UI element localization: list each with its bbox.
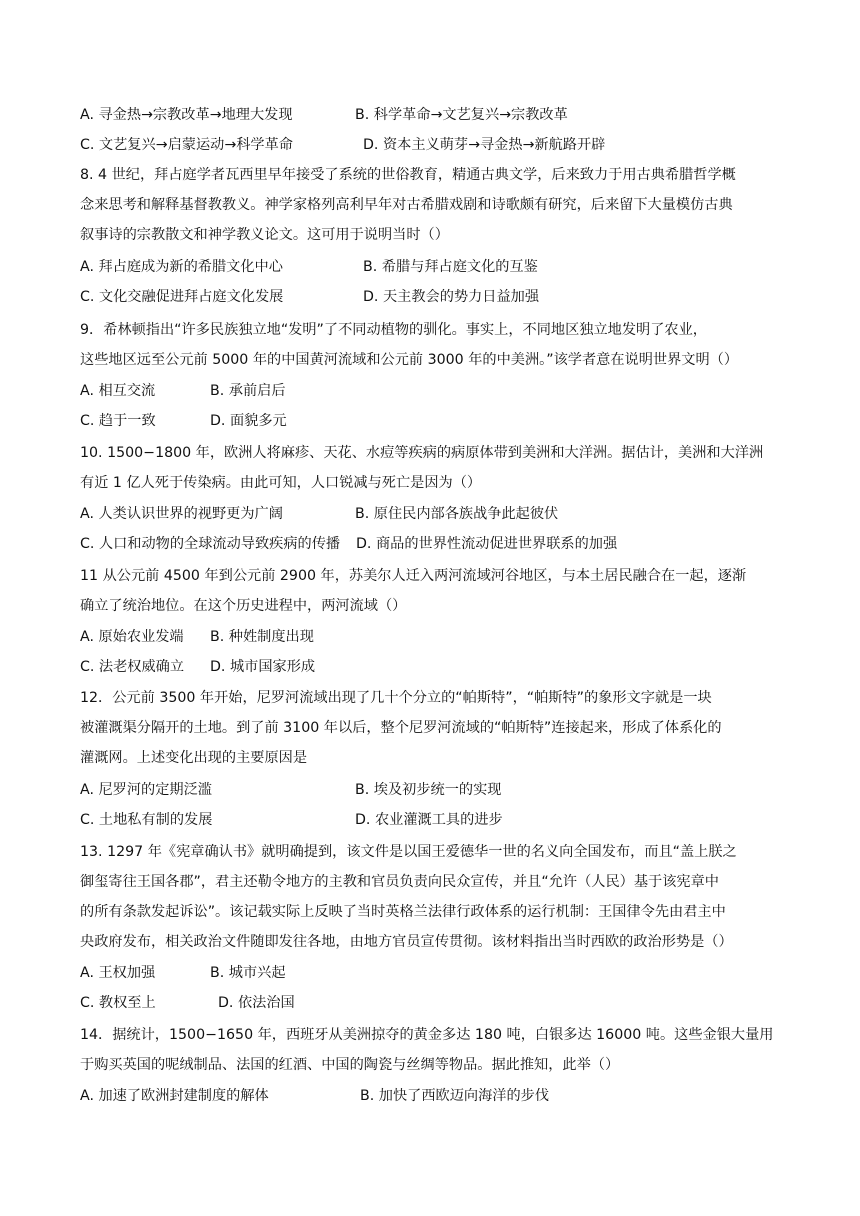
q9-option-d: D. 面貌多元 bbox=[210, 413, 287, 429]
q13-stem-line: 央政府发布，相关政治文件随即发往各地，由地方官员宣传贯彻。该材料指出当时西欧的政治形势是（） bbox=[80, 934, 733, 950]
q13-option-c: C. 教权至上 bbox=[80, 995, 156, 1011]
q10-option-d: D. 商品的世界性流动促进世界联系的加强 bbox=[356, 536, 618, 552]
q10-stem-line: 有近 1 亿人死于传染病。由此可知，人口锐减与死亡是因为（） bbox=[80, 475, 482, 491]
q8-stem-line: 8. 4 世纪，拜占庭学者瓦西里早年接受了系统的世俗教育，精通古典文学，后来致力于用古典希腊哲学概 bbox=[80, 167, 736, 183]
q8-option-d: D. 天主教会的势力日益加强 bbox=[363, 289, 540, 305]
q9-stem-line: 9．希林顿指出“许多民族独立地“发明”了不同动植物的驯化。事实上，不同地区独立地发明了农业， bbox=[80, 322, 707, 338]
q10-option-c: C. 人口和动物的全球流动导致疾病的传播 bbox=[80, 536, 341, 552]
q14-stem-line: 14．据统计，1500−1650 年，西班牙从美洲掠夺的黄金多达 180 吨，白银多达 16000 吨。这些金银大量用 bbox=[80, 1027, 774, 1043]
q11-stem-line: 确立了统治地位。在这个历史进程中，两河流域（） bbox=[80, 598, 407, 614]
q8-option-b: B. 希腊与拜占庭文化的互鉴 bbox=[363, 259, 538, 275]
q13-stem-line: 的所有条款发起诉讼”。该记载实际上反映了当时英格兰法律行政体系的运行机制：王国律令先由君主中 bbox=[80, 904, 726, 920]
q7-option-c: C. 文艺复兴→启蒙运动→科学革命 bbox=[80, 137, 293, 153]
q13-option-a: A. 王权加强 bbox=[80, 965, 156, 981]
q10-option-a: A. 人类认识世界的视野更为广阔 bbox=[80, 506, 283, 522]
q8-option-a: A. 拜占庭成为新的希腊文化中心 bbox=[80, 259, 283, 275]
q12-stem-line: 灌溉网。上述变化出现的主要原因是 bbox=[80, 750, 308, 766]
q12-option-b: B. 埃及初步统一的实现 bbox=[355, 782, 502, 798]
q8-stem-line: 念来思考和解释基督教教义。神学家格列高利早年对古希腊戏剧和诗歌颇有研究，后来留下大量模仿古典 bbox=[80, 197, 733, 213]
q14-stem-line: 于购买英国的呢绒制品、法国的红酒、中国的陶瓷与丝绸等物品。据此推知，此举（） bbox=[80, 1057, 620, 1073]
q9-option-a: A. 相互交流 bbox=[80, 383, 156, 399]
q11-option-c: C. 法老权威确立 bbox=[80, 659, 185, 675]
q9-option-b: B. 承前启后 bbox=[210, 383, 286, 399]
q14-option-b: B. 加快了西欧迈向海洋的步伐 bbox=[360, 1088, 550, 1104]
q11-option-b: B. 种姓制度出现 bbox=[210, 629, 314, 645]
q11-stem-line: 11 从公元前 4500 年到公元前 2900 年，苏美尔人迁入两河流域河谷地区，与本土居民融合在一起，逐渐 bbox=[80, 568, 747, 584]
q12-option-d: D. 农业灌溉工具的进步 bbox=[355, 812, 503, 828]
q11-option-d: D. 城市国家形成 bbox=[210, 659, 316, 675]
q12-stem-line: 被灌溉渠分隔开的土地。到了前 3100 年以后，整个尼罗河流域的“帕斯特”连接起来，形成了体系化的 bbox=[80, 720, 722, 736]
q7-option-d: D. 资本主义萌芽→寻金热→新航路开辟 bbox=[363, 137, 606, 153]
q14-option-a: A. 加速了欧洲封建制度的解体 bbox=[80, 1088, 269, 1104]
q12-option-c: C. 土地私有制的发展 bbox=[80, 812, 213, 828]
q12-option-a: A. 尼罗河的定期泛滥 bbox=[80, 782, 212, 798]
q10-option-b: B. 原住民内部各族战争此起彼伏 bbox=[355, 506, 559, 522]
q12-stem-line: 12．公元前 3500 年开始，尼罗河流域出现了几十个分立的“帕斯特”，“帕斯特”的象形文字就是一块 bbox=[80, 690, 712, 706]
q7-option-b: B. 科学革命→文艺复兴→宗教改革 bbox=[355, 107, 568, 123]
q9-stem-line: 这些地区远至公元前 5000 年的中国黄河流域和公元前 3000 年的中美洲。”该学者意在说明世界文明（） bbox=[80, 352, 739, 368]
q7-option-a: A. 寻金热→宗教改革→地理大发现 bbox=[80, 107, 293, 123]
q13-option-d: D. 依法治国 bbox=[218, 995, 295, 1011]
q8-stem-line: 叙事诗的宗教散文和神学教义论文。这可用于说明当时（） bbox=[80, 227, 449, 243]
q10-stem-line: 10. 1500−1800 年，欧洲人将麻疹、天花、水痘等疾病的病原体带到美洲和大洋洲。据估计，美洲和大洋洲 bbox=[80, 445, 764, 461]
q9-option-c: C. 趋于一致 bbox=[80, 413, 156, 429]
q13-stem-line: 御玺寄往王国各郡”，君主还勒令地方的主教和官员负责向民众宣传，并且“允许（人民）基于该宪章中 bbox=[80, 874, 719, 890]
q8-option-c: C. 文化交融促进拜占庭文化发展 bbox=[80, 289, 284, 305]
q13-stem-line: 13. 1297 年《宪章确认书》就明确提到，该文件是以国王爱德华一世的名义向全国发布，而且“盖上朕之 bbox=[80, 844, 737, 860]
q11-option-a: A. 原始农业发端 bbox=[80, 629, 184, 645]
q13-option-b: B. 城市兴起 bbox=[210, 965, 286, 981]
